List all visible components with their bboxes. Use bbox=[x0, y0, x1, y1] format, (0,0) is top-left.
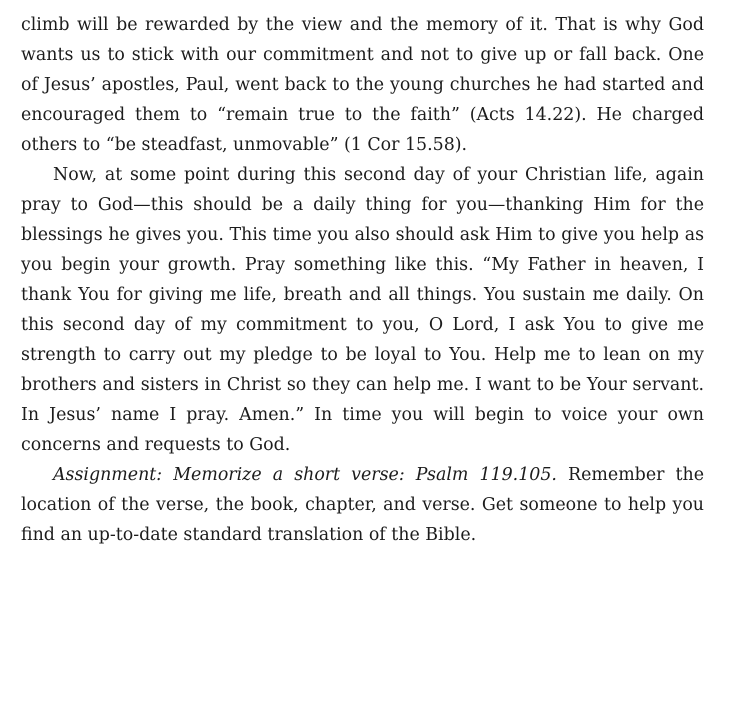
assignment-text: Remember the location of the verse, the book, chapter, and verse. Get someone to help you find an up-to-date standard translation of the Bible. bbox=[21, 465, 704, 545]
document-page bbox=[21, 10, 704, 550]
paragraph-daily-prayer: Now, at some point during this second day of your Christian life, again pray to God—this should be a daily thing for you—thanking Him for the blessings he gives you. This time you also should ask Him to give you help as you begin your growth. Pray something like this. “My Father in heaven, I thank You for giving me life, breath and all things. You sustain me daily. On this second day of my commitment to you, O Lord, I ask You to give me strength to carry out my pledge to be loyal to You. Help me to lean on my brothers and sisters in Christ so they can help me. I want to be Your servant. In Jesus’ name I pray. Amen.” In time you will begin to voice your own concerns and requests to God. bbox=[21, 165, 704, 455]
paragraph-commitment: climb will be rewarded by the view and the memory of it. That is why God wants us to stick with our commitment and not to give up or fall back. One of Jesus’ apostles, Paul, went back to the young churches he had started and encouraged them to “remain true to the faith” (Acts 14.22). He charged others to “be steadfast, unmovable” (1 Cor 15.58). bbox=[21, 15, 704, 155]
paragraph-assignment bbox=[21, 460, 704, 550]
assignment-lead: Assignment: Memorize a short verse: Psalm 119.105. bbox=[53, 465, 557, 485]
